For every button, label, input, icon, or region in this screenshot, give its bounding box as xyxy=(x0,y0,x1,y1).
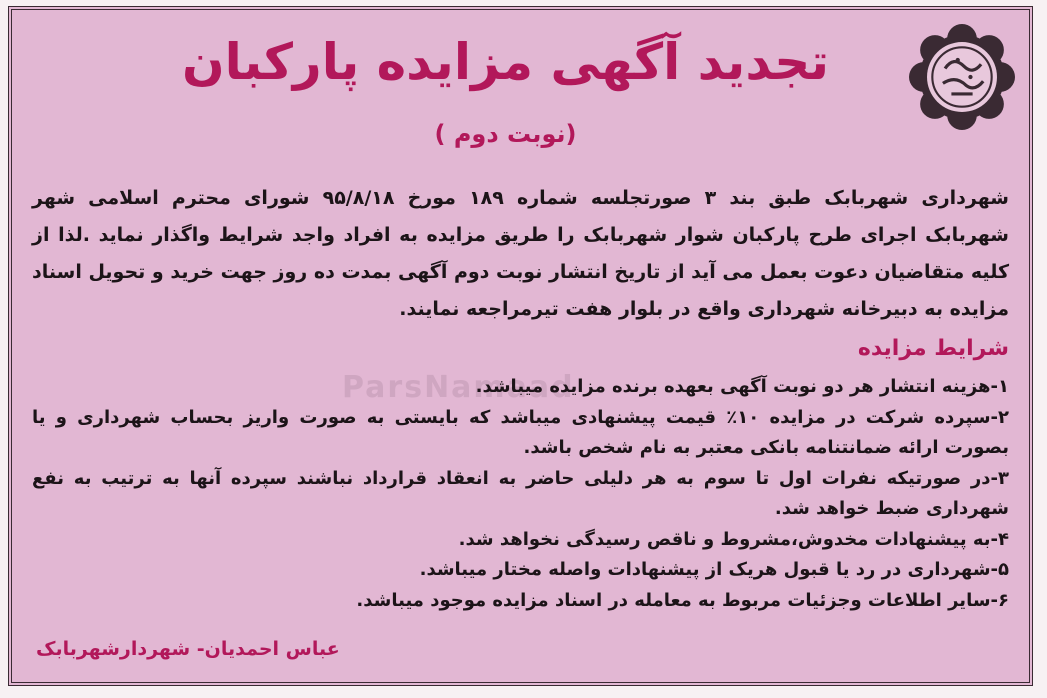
conditions-heading: شرایط مزایده xyxy=(857,336,1009,361)
notice-frame xyxy=(8,6,1033,686)
notice-title: تجدید آگهی مزایده پارکبان xyxy=(181,33,830,91)
notice-subtitle: (نوبت دوم ) xyxy=(434,120,577,148)
signature: عباس احمدیان- شهردارشهربابک xyxy=(36,638,340,660)
conditions-list xyxy=(32,372,1009,616)
intro-paragraph: شهرداری شهربابک طبق بند ۳ صورتجلسه شماره ۱۸۹ مورخ ۹۵/۸/۱۸ شورای محترم اسلامی شهر شهربابک اجرای طرح پارکبان شوار شهربابک را طریق مزایده به افراد واجد شرایط واگذار نماید .لذا از کلیه متقاضیان دعوت بعمل می آید از تاریخ انتشار نوبت دوم آگهی بمدت ده روز جهت خرید و تحویل اسناد مزایده به دبیرخانه شهرداری واقع در بلوار هفت تیرمراجعه نمایند. xyxy=(32,187,1009,320)
municipality-logo xyxy=(909,24,1015,130)
condition-item: ۵-شهرداری در رد یا قبول هریک از پیشنهادات واصله مختار میباشد. xyxy=(419,559,1009,580)
watermark-text: ParsNamaad xyxy=(342,370,575,405)
condition-item: ۲-سپرده شرکت در مزایده ۱۰٪ قیمت پیشنهادی میباشد که بایستی به صورت واریز بحساب شهرداری و یا بصورت ارائه ضمانتنامه بانکی معتبر به نام شخص باشد. xyxy=(32,406,1009,458)
condition-item: ۶-سایر اطلاعات وجزئیات مربوط به معامله در اسناد مزایده موجود میباشد. xyxy=(356,589,1009,611)
condition-item: ۳-در صورتیکه نفرات اول تا سوم به هر دلیلی حاضر به انعقاد قرارداد نباشند سپرده آنها به ترتیب به نفع شهرداری ضبط خواهد شد. xyxy=(32,467,1009,519)
condition-item: ۱-هزینه انتشار هر دو نوبت آگهی بعهده برنده مزایده میباشد. xyxy=(475,376,1009,397)
condition-item: ۴-به پیشنهادات مخدوش،مشروط و ناقص رسیدگی نخواهد شد. xyxy=(458,528,1009,550)
